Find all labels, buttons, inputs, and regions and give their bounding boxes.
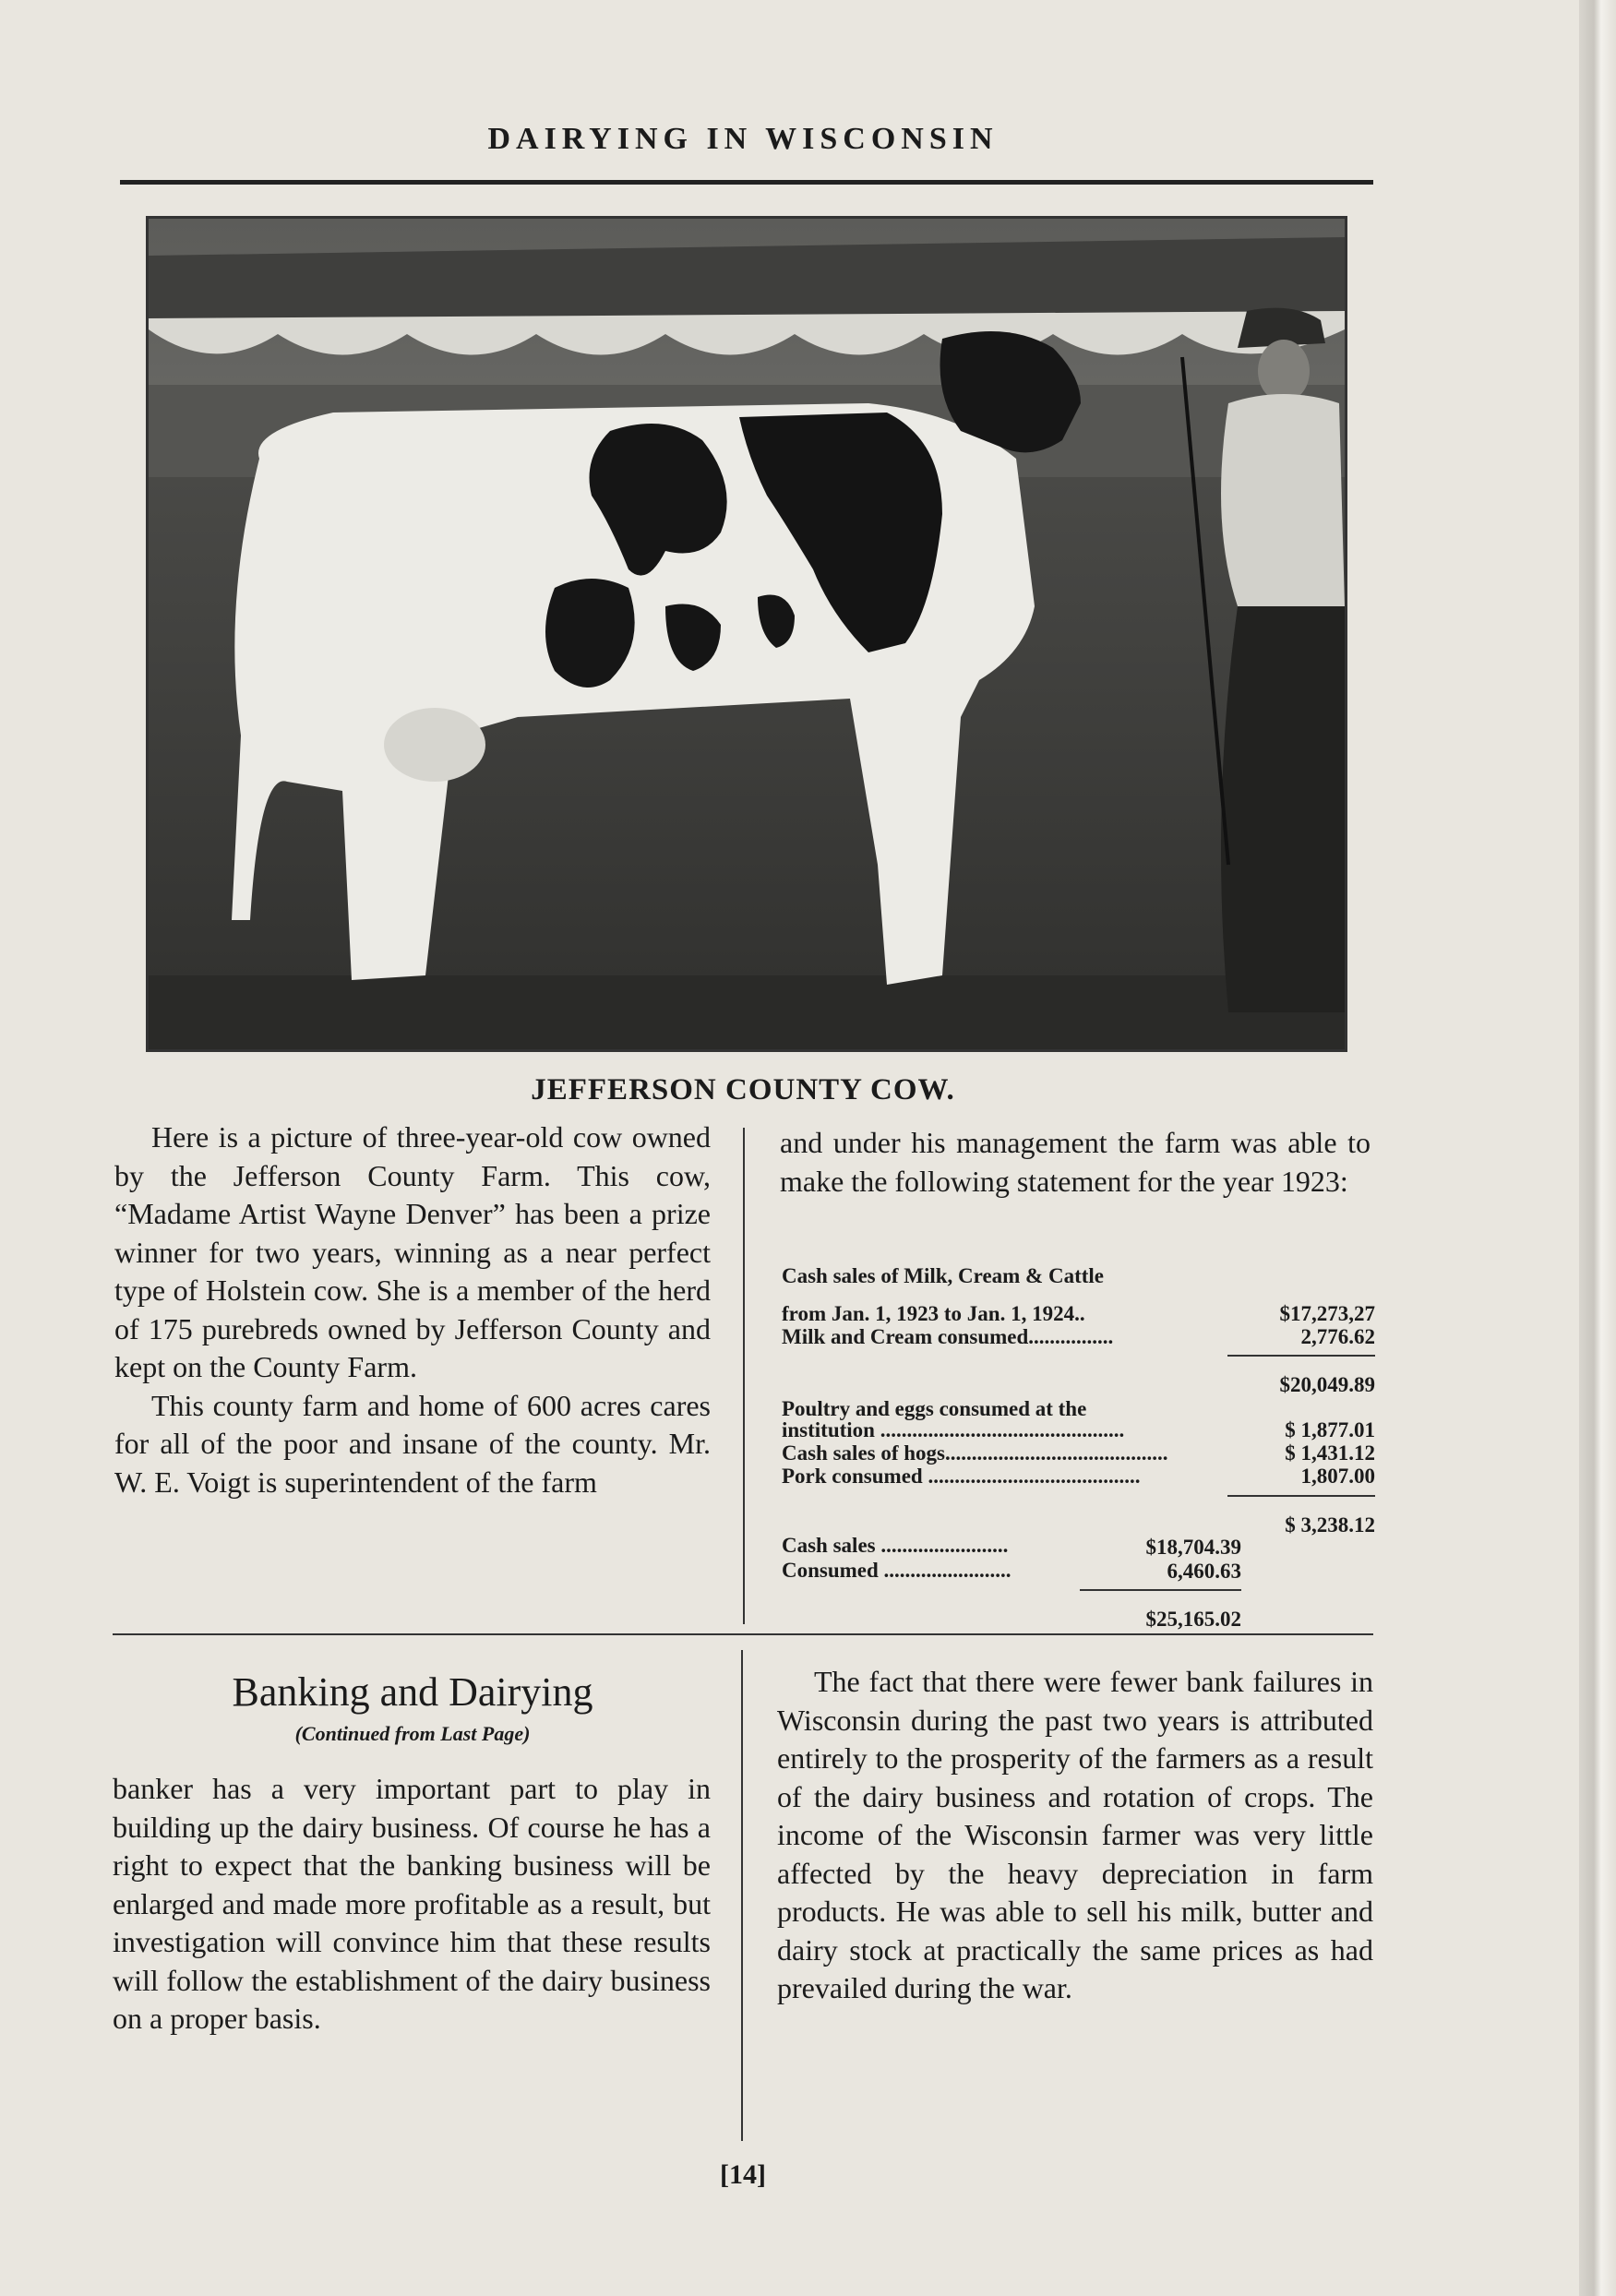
article2-paragraph: The fact that there were fewer bank failures in Wisconsin during the past two years is attributed entirely to the prosperity of the farmers as a result of the dairy business and rotation of crops. The income of the Wisconsin farmer was very little affected by the heavy depreciation in farm products. He was able to sell his milk, butter and dairy stock at practically the same prices as had prevailed during the war. <box>777 1665 1373 2004</box>
statement-row-amount: $ 1,877.01 <box>1285 1418 1375 1441</box>
holstein-cow-image <box>149 219 1345 1049</box>
statement-row-label: Milk and Cream consumed................ <box>782 1325 1114 1348</box>
photo-caption: JEFFERSON COUNTY COW. <box>531 1073 955 1106</box>
statement-row-label: from Jan. 1, 1923 to Jan. 1, 1924.. <box>782 1302 1085 1325</box>
article2-left-column <box>113 1770 711 2039</box>
article1-left-column <box>114 1118 711 1501</box>
column-divider <box>743 1128 745 1624</box>
statement-row-label: Consumed ........................ <box>782 1559 1011 1582</box>
statement-grand-total: $25,165.02 <box>1145 1608 1241 1631</box>
statement-row-label: Pork consumed ........................................ <box>782 1465 1141 1488</box>
page-number: [14] <box>720 2159 766 2190</box>
article1-paragraph: Here is a picture of three-year-old cow owned by the Jefferson County Farm. This cow, “Madame Artist Wayne Denver” has been a prize winner for two years, winning as a near perfect type of Holstein cow. She is a member of the herd of 175 purebreds owned by Jefferson County and kept on the County Farm. <box>114 1120 711 1383</box>
article1-right-column <box>780 1124 1371 1201</box>
statement-rule <box>1080 1589 1241 1591</box>
statement-rule <box>1227 1355 1375 1357</box>
statement-row-label: Cash sales of hogs.......................................... <box>782 1441 1168 1465</box>
article1-paragraph: This county farm and home of 600 acres cares for all of the poor and insane of the county. Mr. W. E. Voigt is superintendent of the farm <box>114 1388 711 1499</box>
article2-subtitle: (Continued from Last Page) <box>294 1722 531 1745</box>
statement-row-amount: 1,807.00 <box>1300 1465 1375 1488</box>
statement-heading: Cash sales of Milk, Cream & Cattle <box>782 1264 1104 1287</box>
article1-right-intro: and under his management the farm was able to make the following statement for the year 1923: <box>780 1126 1371 1198</box>
column-divider <box>741 1650 743 2141</box>
statement-row-label: Cash sales ........................ <box>782 1534 1009 1557</box>
running-head: DAIRYING IN WISCONSIN <box>487 122 999 156</box>
article2-title: Banking and Dairying <box>232 1669 593 1715</box>
section-divider <box>113 1633 1373 1635</box>
statement-row-amount: 6,460.63 <box>1167 1560 1241 1583</box>
cow-photograph <box>146 216 1347 1052</box>
article2-paragraph: banker has a very important part to play in building up the dairy business. Of course he has a right to expect that the banking business will be enlarged and made more profitable as a result, but investigation will convince him that these results will follow the establishment of the dairy business on a proper basis. <box>113 1772 711 2035</box>
statement-row-label: institution .............................................. <box>782 1418 1125 1441</box>
statement-row-amount: $17,273,27 <box>1279 1302 1375 1325</box>
statement-row-amount: $ 1,431.12 <box>1285 1441 1375 1465</box>
statement-subtotal: $20,049.89 <box>1279 1373 1375 1396</box>
statement-row-amount: 2,776.62 <box>1300 1325 1375 1348</box>
statement-subtotal: $ 3,238.12 <box>1285 1513 1375 1537</box>
header-rule <box>120 180 1373 185</box>
statement-rule <box>1227 1495 1375 1497</box>
statement-row-amount: $18,704.39 <box>1145 1536 1241 1559</box>
page-binding-edge <box>1579 0 1616 2296</box>
article2-right-column <box>777 1663 1373 2008</box>
statement-row-label: Poultry and eggs consumed at the <box>782 1397 1087 1420</box>
